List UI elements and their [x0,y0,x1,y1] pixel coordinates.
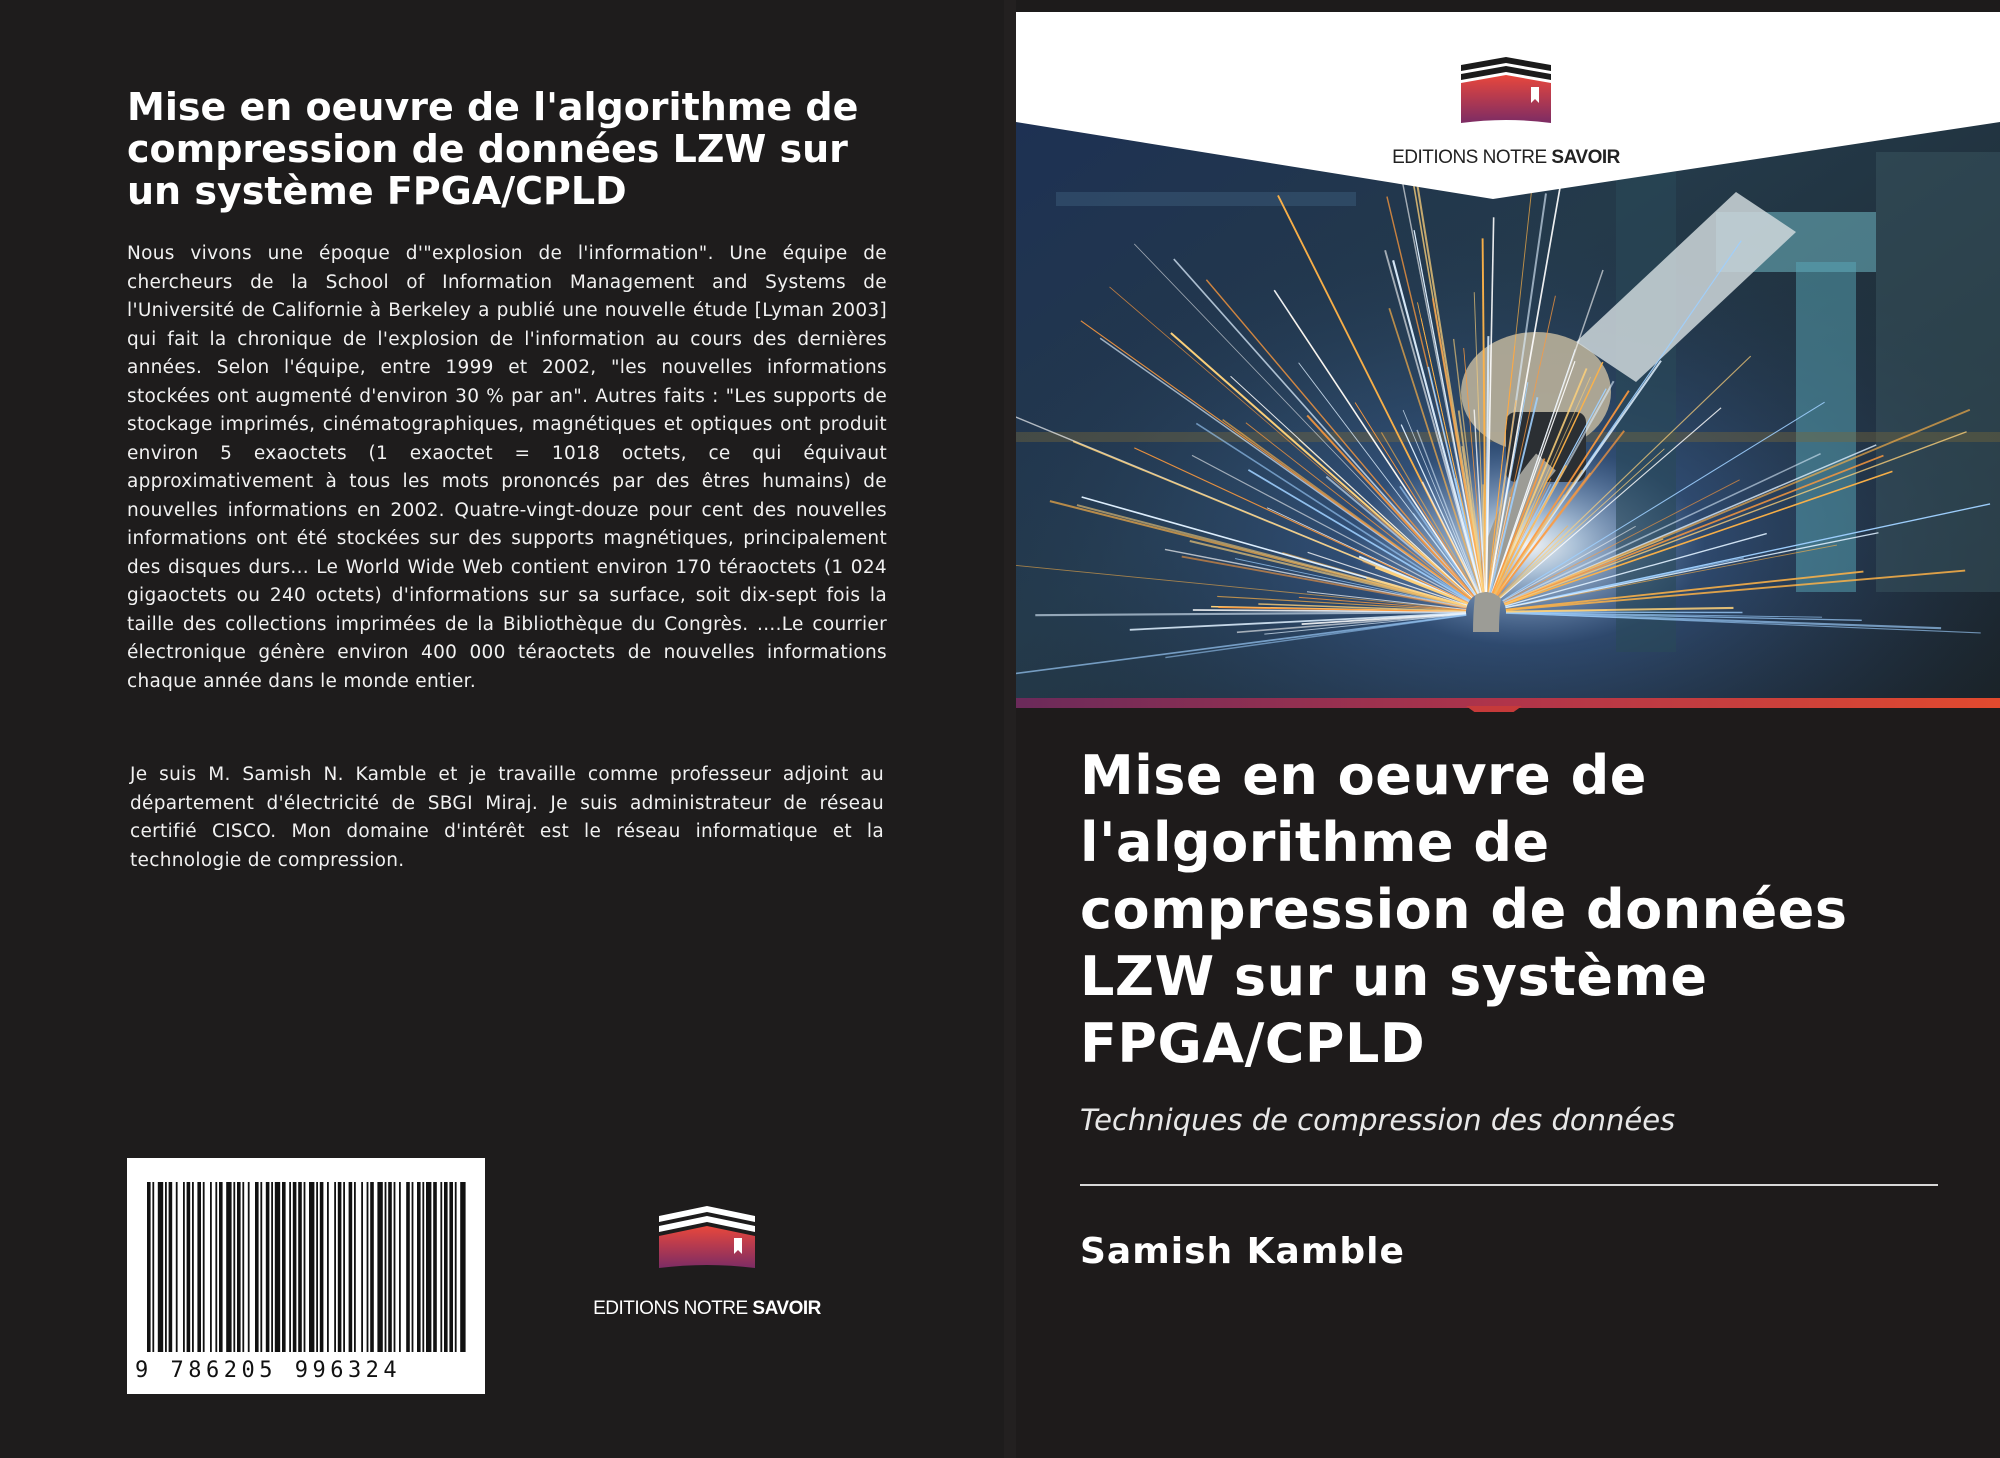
barcode-bar [304,1182,306,1352]
back-cover-title: Mise en oeuvre de l'algorithme de compression de données LZW sur un système FPGA/CPLD [127,85,859,213]
author-bio: Je suis M. Samish N. Kamble et je travaille comme professeur adjoint au département d'électricité de SBGI Miraj. Je suis administrateur de réseau certifié CISCO. Mon domaine d'intérêt est le réseau informatique et la technologie de compression. [130,764,884,871]
barcode-bar [183,1182,185,1352]
barcode-bar [316,1182,318,1352]
barcode-bar [349,1182,353,1352]
barcode-bar [165,1182,167,1352]
publisher-name-regular: EDITIONS NOTRE [593,1298,753,1319]
isbn-barcode [127,1158,485,1394]
front-cover-title: Mise en oeuvre de l'algorithme de compression de données LZW sur un système FPGA/CPLD [1080,744,1848,1075]
barcode-bar [293,1182,297,1352]
back-cover-blurb: Nous vivons une époque d'"explosion de l'information". Une équipe de chercheurs de la School of Information Management and Systems de l'Université de Californie à Berkeley a publié une nouvelle étude [Lyman 2003] qui fait la chronique de l'explosion de l'information au cours des dernières années. Selon l'équipe, entre 1999 et 2002, "les nouvelles informations stockées ont augmenté d'environ 30 % par an". Autres faits : "Les supports de stockage imprimés, cinématographiques, magnétiques et optiques ont produit environ 5 exaoctets (1 exaoctet = 1018 octets, ce qui équivaut approximativement à tous les mots prononcés par des êtres humains) de nouvelles informations en 2002. Quatre-vingt-douze pour cent des nouvelles informations ont été stockées sur des supports magnétiques, principalement des disques durs... Le World Wide Web contient environ 170 téraoctets (1 024 gigaoctets ou 240 octets) d'informations sur sa surface, soit dix-sept fois la taille des collections imprimées de la Bibliothèque du Congrès. ....Le courrier électronique génère environ 400 000 téraoctets de nouvelles informations chaque année dans le monde entier. [127,243,887,692]
barcode-bar [417,1182,421,1352]
barcode-bar [169,1182,173,1352]
barcode-bar [354,1182,356,1352]
barcode-bar [215,1182,217,1352]
barcode-bar [271,1182,273,1352]
front-cover-subtitle: Techniques de compression des données [1080,1103,1676,1137]
barcode-bar [370,1182,374,1352]
barcode-bar [327,1182,329,1352]
barcode-bar [289,1182,291,1352]
barcode-bar [412,1182,414,1352]
barcode-bar [282,1182,286,1352]
barcode-bar [260,1182,262,1352]
front-publisher-logo [1376,57,1636,177]
barcode-bar [320,1182,324,1352]
barcode-bar [440,1182,442,1352]
front-publisher-name [1376,147,1636,169]
barcode-bar [233,1182,235,1352]
barcode-bar [203,1182,205,1352]
barcode-bar [266,1182,270,1352]
author-name: Samish Kamble [1080,1231,1405,1272]
barcode-bar [388,1182,392,1352]
barcode-bar [275,1182,280,1352]
spine [1004,0,1016,1458]
barcode-bar [226,1182,231,1352]
barcode-bar [237,1182,241,1352]
barcode-bar [338,1182,342,1352]
barcode-bar [176,1182,178,1352]
isbn-digits: 9 786205 996324 [135,1358,402,1383]
barcode-bar [197,1182,201,1352]
barcode-bar [455,1182,457,1352]
barcode-bar [426,1182,431,1352]
barcode-bar [298,1182,302,1352]
stacked-books-logo-icon [592,1198,822,1298]
barcode-bar [406,1182,410,1352]
publisher-name-bold: SAVOIR [752,1298,821,1319]
barcode-bar [255,1182,259,1352]
publisher-name-bold: SAVOIR [1551,147,1620,168]
divider [1080,1184,1938,1186]
back-publisher-logo [592,1198,822,1328]
back-publisher-name [592,1298,822,1320]
barcode-bar [147,1182,151,1352]
barcode-bar [377,1182,382,1352]
barcode-bar [367,1182,369,1352]
barcode-bar [422,1182,424,1352]
barcode-bar [460,1182,465,1352]
barcode-bar [399,1182,401,1352]
barcode-bar [158,1182,163,1352]
barcode-bar [449,1182,453,1352]
barcode-bar [219,1182,223,1352]
barcode-bar [152,1182,154,1352]
barcode-bar [187,1182,191,1352]
publisher-name-regular: EDITIONS NOTRE [1392,147,1552,168]
barcode-bar [444,1182,448,1352]
barcode-bar [385,1182,387,1352]
barcode-bar [248,1182,250,1352]
barcode-bar [210,1182,212,1352]
barcode-bar [343,1182,345,1352]
barcode-bar [242,1182,244,1352]
barcode-bar [361,1182,363,1352]
barcode-bar [192,1182,194,1352]
barcode-bar [433,1182,437,1352]
stacked-books-logo-icon [1376,57,1636,137]
cover-image-area [1016,12,2000,712]
front-cover [1016,12,2000,1458]
barcode-bar [334,1182,336,1352]
barcode-bar [309,1182,314,1352]
barcode-bar [394,1182,396,1352]
